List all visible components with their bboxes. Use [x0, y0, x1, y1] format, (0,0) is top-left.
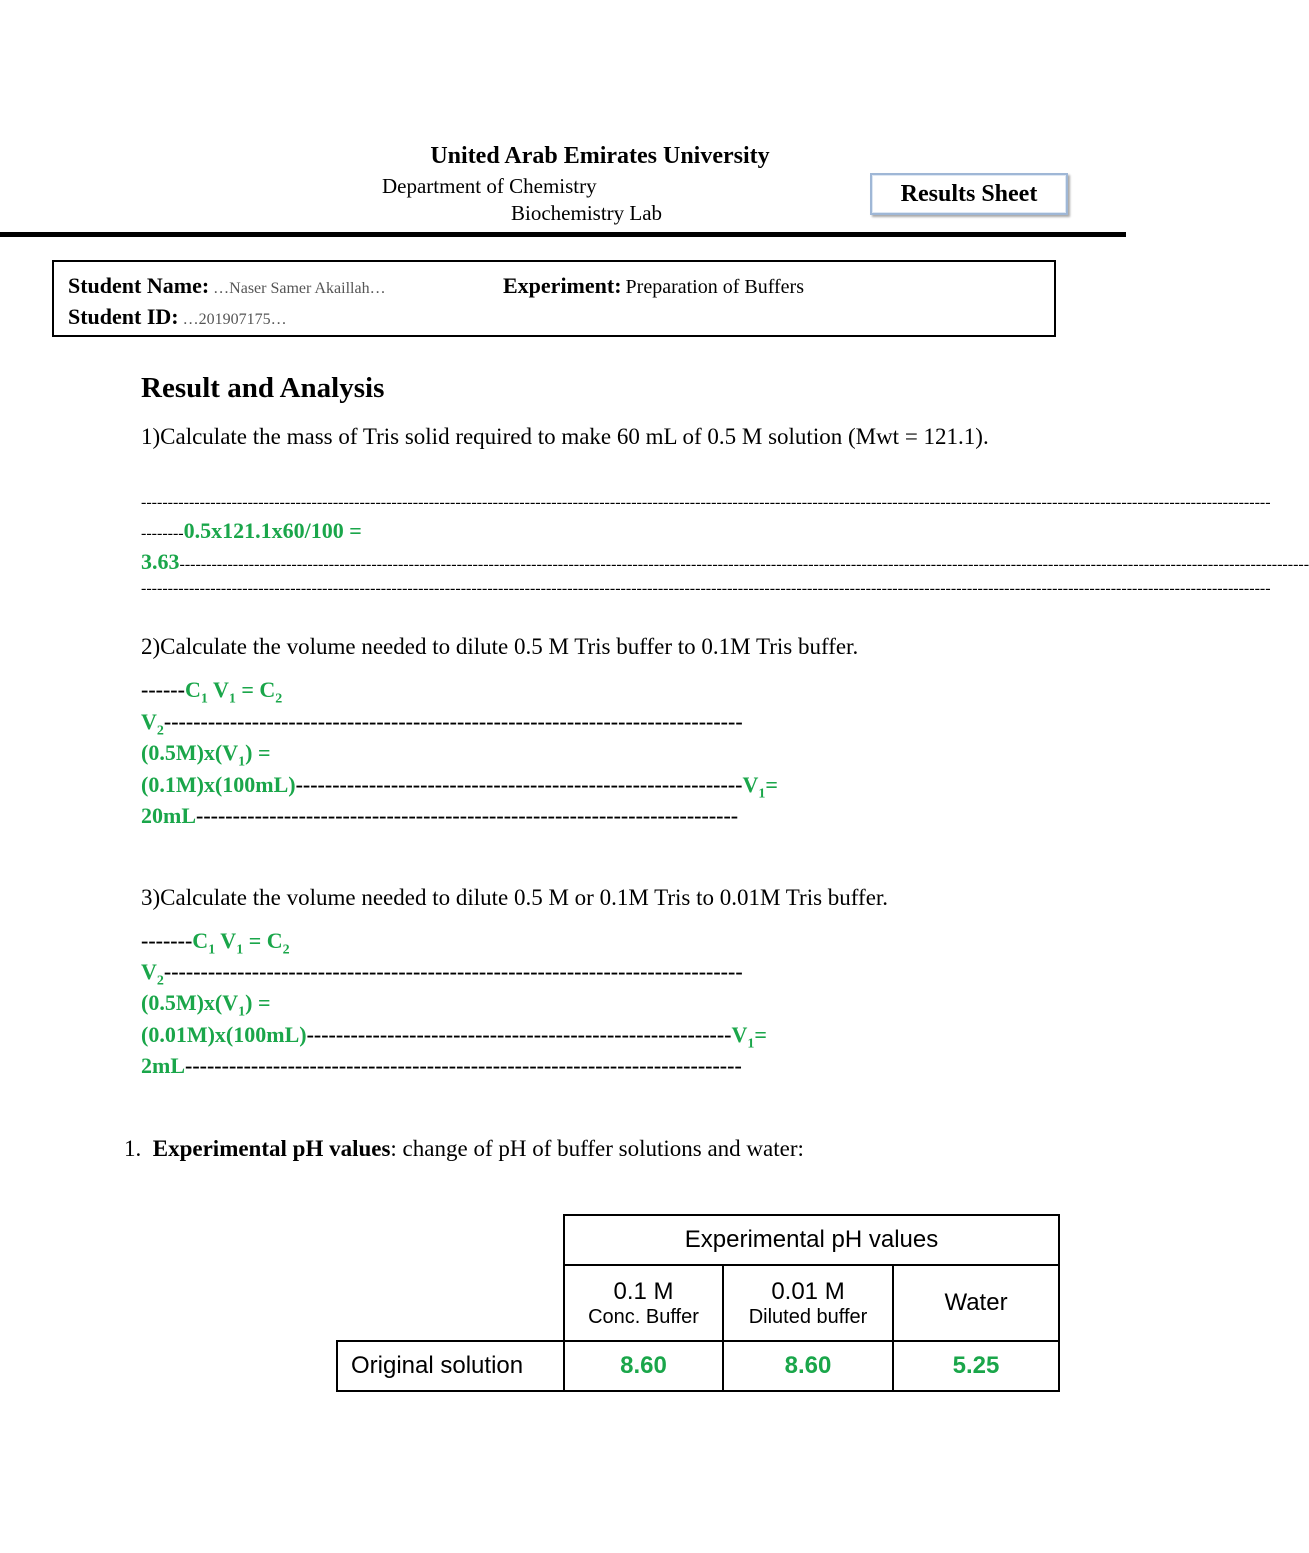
q2-line-5: 20mL-------------------------------------------------------------------------- — [141, 803, 739, 828]
q3-line-3 — [141, 990, 271, 1020]
list-bold-text: Experimental pH values — [152, 1136, 391, 1161]
section-title: Result and Analysis — [141, 372, 385, 404]
q3-c2-sub: 2 — [282, 942, 290, 958]
results-sheet-badge — [870, 173, 1068, 215]
q3-v1-eq: = — [754, 1022, 767, 1047]
q3-line-2: $V_2-------------------------------------------------------------------------------$ — [141, 959, 743, 989]
experiment-value: Preparation of Buffers — [625, 276, 804, 298]
q2-rhs: (0.1M)x(100mL) — [141, 772, 296, 797]
q2-lhs-sub: 1 — [238, 754, 246, 770]
student-name-row — [68, 273, 386, 299]
lab-name: Biochemistry Lab — [511, 201, 663, 225]
dash-line: -------------------------------------------------------------------------------------------------------------------------------------------------------------------------------------------------------------------- — [141, 494, 1271, 511]
ph-table — [336, 1214, 1060, 1392]
q3-v-sub: 1 — [236, 942, 244, 958]
q2-c-sub: 1 — [200, 691, 208, 707]
q2-v1-eq: = — [765, 772, 778, 797]
q1-answer-line-2 — [141, 549, 1309, 575]
table-empty-corner — [337, 1265, 564, 1341]
col-header-1-top: 0.01 M — [771, 1277, 845, 1305]
student-info-box — [52, 260, 1056, 337]
table-title: Experimental pH values — [564, 1215, 1059, 1265]
table-empty-corner — [337, 1215, 564, 1265]
col-header-0 — [564, 1265, 723, 1341]
col-header-0-top: 0.1 M — [613, 1277, 674, 1305]
experiment-row — [503, 273, 804, 299]
q2-line-1: $------C_1$ $V_1 = C_2$ — [141, 677, 283, 707]
student-id-row — [68, 304, 287, 330]
col-header-1 — [723, 1265, 893, 1341]
q3-line-1: $-------C_1$ $V_1 = C_2$ — [141, 928, 290, 958]
dash-prefix: -------- — [141, 525, 184, 542]
q3-v1: V — [731, 1022, 748, 1047]
list-number: 1. — [124, 1136, 142, 1161]
q3-v: V — [215, 928, 237, 953]
q2-v-sub: 1 — [228, 691, 236, 707]
q2-result: 20mL — [141, 803, 196, 828]
q3-v2: V — [141, 959, 157, 984]
q3-rhs: (0.01M)x(100mL) — [141, 1022, 307, 1047]
table-cell: 8.60 — [723, 1341, 893, 1391]
q3-c-sub: 1 — [208, 942, 216, 958]
q2-line-3 — [141, 740, 271, 770]
col-header-1-bottom: Diluted buffer — [748, 1305, 868, 1328]
q3-c: C — [192, 928, 209, 953]
header-divider — [0, 232, 1126, 237]
table-row — [337, 1341, 1059, 1391]
q2-lhs: (0.5M)x(V — [141, 740, 239, 765]
results-sheet-label: Results Sheet — [900, 180, 1038, 207]
q2-lhs-end: ) = — [245, 740, 271, 765]
question-2: 2)Calculate the volume needed to dilute 0.5 M Tris buffer to 0.1M Tris buffer. — [141, 634, 859, 659]
university-title: United Arab Emirates University — [430, 143, 770, 169]
q2-eq: = C — [235, 677, 276, 702]
q2-v2-sub: 2 — [156, 723, 164, 739]
q2-v1: V — [742, 772, 759, 797]
q3-v2-sub: 2 — [156, 973, 164, 989]
experiment-label: Experiment: — [503, 273, 622, 298]
q3-result: 2mL — [141, 1053, 185, 1078]
q1-answer-result: 3.63 — [141, 549, 180, 574]
row-label: Original solution — [337, 1341, 564, 1391]
student-id-value: …201907175… — [182, 311, 287, 328]
table-header-row — [337, 1215, 1059, 1265]
list-rest-text: : change of pH of buffer solutions and water: — [390, 1136, 804, 1161]
student-name-value: …Naser Samer Akaillah… — [213, 280, 386, 297]
q2-c2-sub: 2 — [275, 691, 283, 707]
q3-lhs-end: ) = — [245, 990, 271, 1015]
q3-line-5: 2mL---------------------------------------------------------------------------- — [141, 1053, 742, 1078]
q3-eq: = C — [243, 928, 283, 953]
table-cell: 5.25 — [893, 1341, 1059, 1391]
dash-line: -------------------------------------------------------------------------------------------------------------------------------------------------------------------------------------------------------------------- — [141, 580, 1271, 597]
q3-line-4: $(0.01M)x(100mL)----------------------------------------------------------V_1=$ — [141, 1022, 767, 1052]
table-column-row — [337, 1265, 1059, 1341]
dash-suffix: -------------------------------------------------------------------------------------------------------------------------------------------------------------------------------------------------------------------- — [179, 556, 1309, 573]
q3-v1-sub: 1 — [747, 1036, 755, 1052]
q3-lhs-sub: 1 — [238, 1004, 246, 1020]
q3-lhs: (0.5M)x(V — [141, 990, 239, 1015]
col-header-2: Water — [893, 1265, 1059, 1341]
q2-v1-sub: 1 — [758, 786, 766, 802]
question-3: 3)Calculate the volume needed to dilute 0.5 M or 0.1M Tris to 0.01M Tris buffer. — [141, 885, 889, 910]
q1-answer-expr: 0.5x121.1x60/100 = — [183, 518, 362, 543]
q2-v2: V — [141, 709, 157, 734]
list-item-ph — [124, 1136, 804, 1162]
student-name-label: Student Name: — [68, 273, 210, 298]
q1-answer-line-1 — [141, 518, 362, 544]
student-id-label: Student ID: — [68, 304, 179, 329]
q2-v: V — [207, 677, 229, 702]
col-header-0-bottom: Conc. Buffer — [588, 1305, 699, 1328]
table-cell: 8.60 — [564, 1341, 723, 1391]
q2-c: C — [184, 677, 201, 702]
department-name: Department of Chemistry — [382, 174, 597, 198]
question-1: 1)Calculate the mass of Tris solid required to make 60 mL of 0.5 M solution (Mwt = 121.1). — [141, 424, 989, 449]
q2-line-4: $(0.1M)x(100mL)-------------------------------------------------------------V_1=$ — [141, 772, 778, 802]
q2-line-2: $V_2-------------------------------------------------------------------------------$ — [141, 709, 743, 739]
